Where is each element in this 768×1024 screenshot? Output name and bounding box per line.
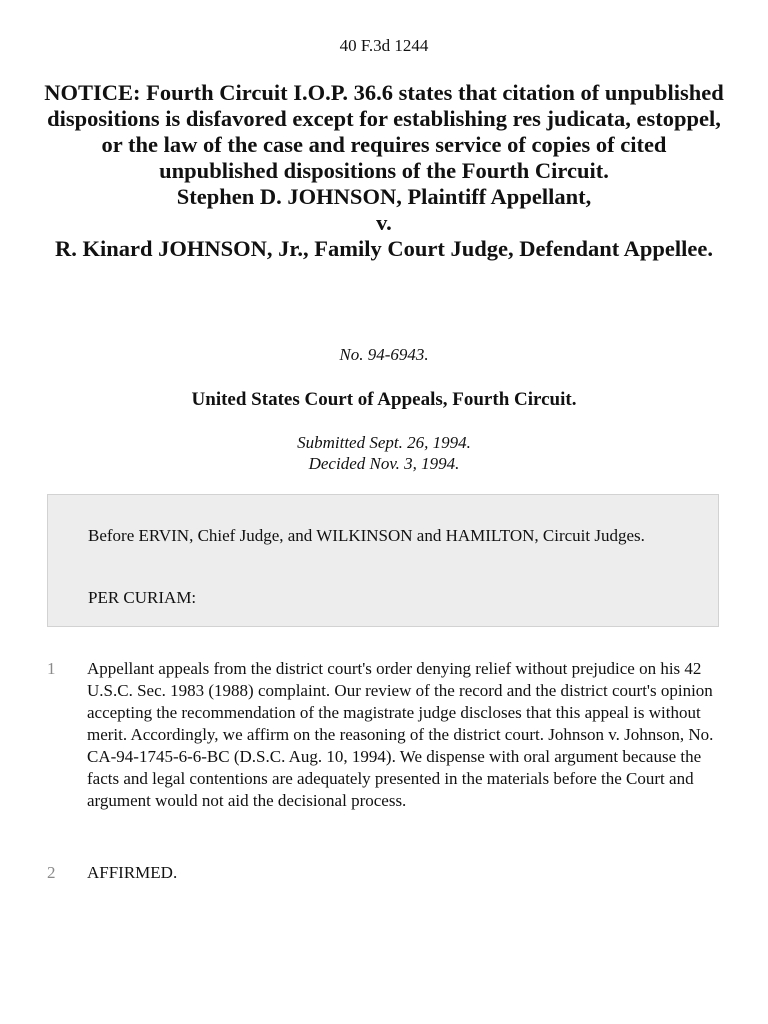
panel-judges: Before ERVIN, Chief Judge, and WILKINSON and HAMILTON, Circuit Judges. [88,526,645,545]
case-title-block [40,80,728,262]
per-curiam-label: PER CURIAM: [88,588,197,607]
versus-text: v. [376,210,392,235]
panel-box [47,494,719,627]
paragraph-text: AFFIRMED. [87,863,178,882]
decision-dates [0,432,768,474]
case-citation: 40 F.3d 1244 [339,36,429,55]
notice-text: NOTICE: Fourth Circuit I.O.P. 36.6 states that citation of unpublished dispositions is disfavored except for establishing res judicata, estoppel, or the law of the case and requires service of copies of cited unpublished dispositions of the Fourth Circuit. [44,80,724,183]
defendant-name: R. Kinard JOHNSON, Jr., Family Court Judge, Defendant Appellee. [55,236,713,261]
paragraph-number: 1 [47,659,56,678]
plaintiff-name: Stephen D. JOHNSON, Plaintiff Appellant, [176,184,592,209]
paragraph-number: 2 [47,863,56,882]
paragraph-text: Appellant appeals from the district court's order denying relief without prejudice on his 42 U.S.C. Sec. 1983 (1988) complaint. Our review of the record and the district court's opinion accepting the recommendation of the magistrate judge discloses that this appeal is without merit. Accordingly, we affirm on the reasoning of the district court. Johnson v. Johnson, No. CA-94-1745-6-6-BC (D.S.C. Aug. 10, 1994). We dispense with oral argument because the facts and legal contentions are adequately presented in the materials before the Court and argument would not aid the decisional process. [87,659,714,810]
submitted-date: Submitted Sept. 26, 1994. [297,433,471,452]
docket-number: No. 94-6943. [339,345,429,364]
decided-date: Decided Nov. 3, 1994. [308,454,460,473]
court-name: United States Court of Appeals, Fourth Circuit. [191,389,577,410]
